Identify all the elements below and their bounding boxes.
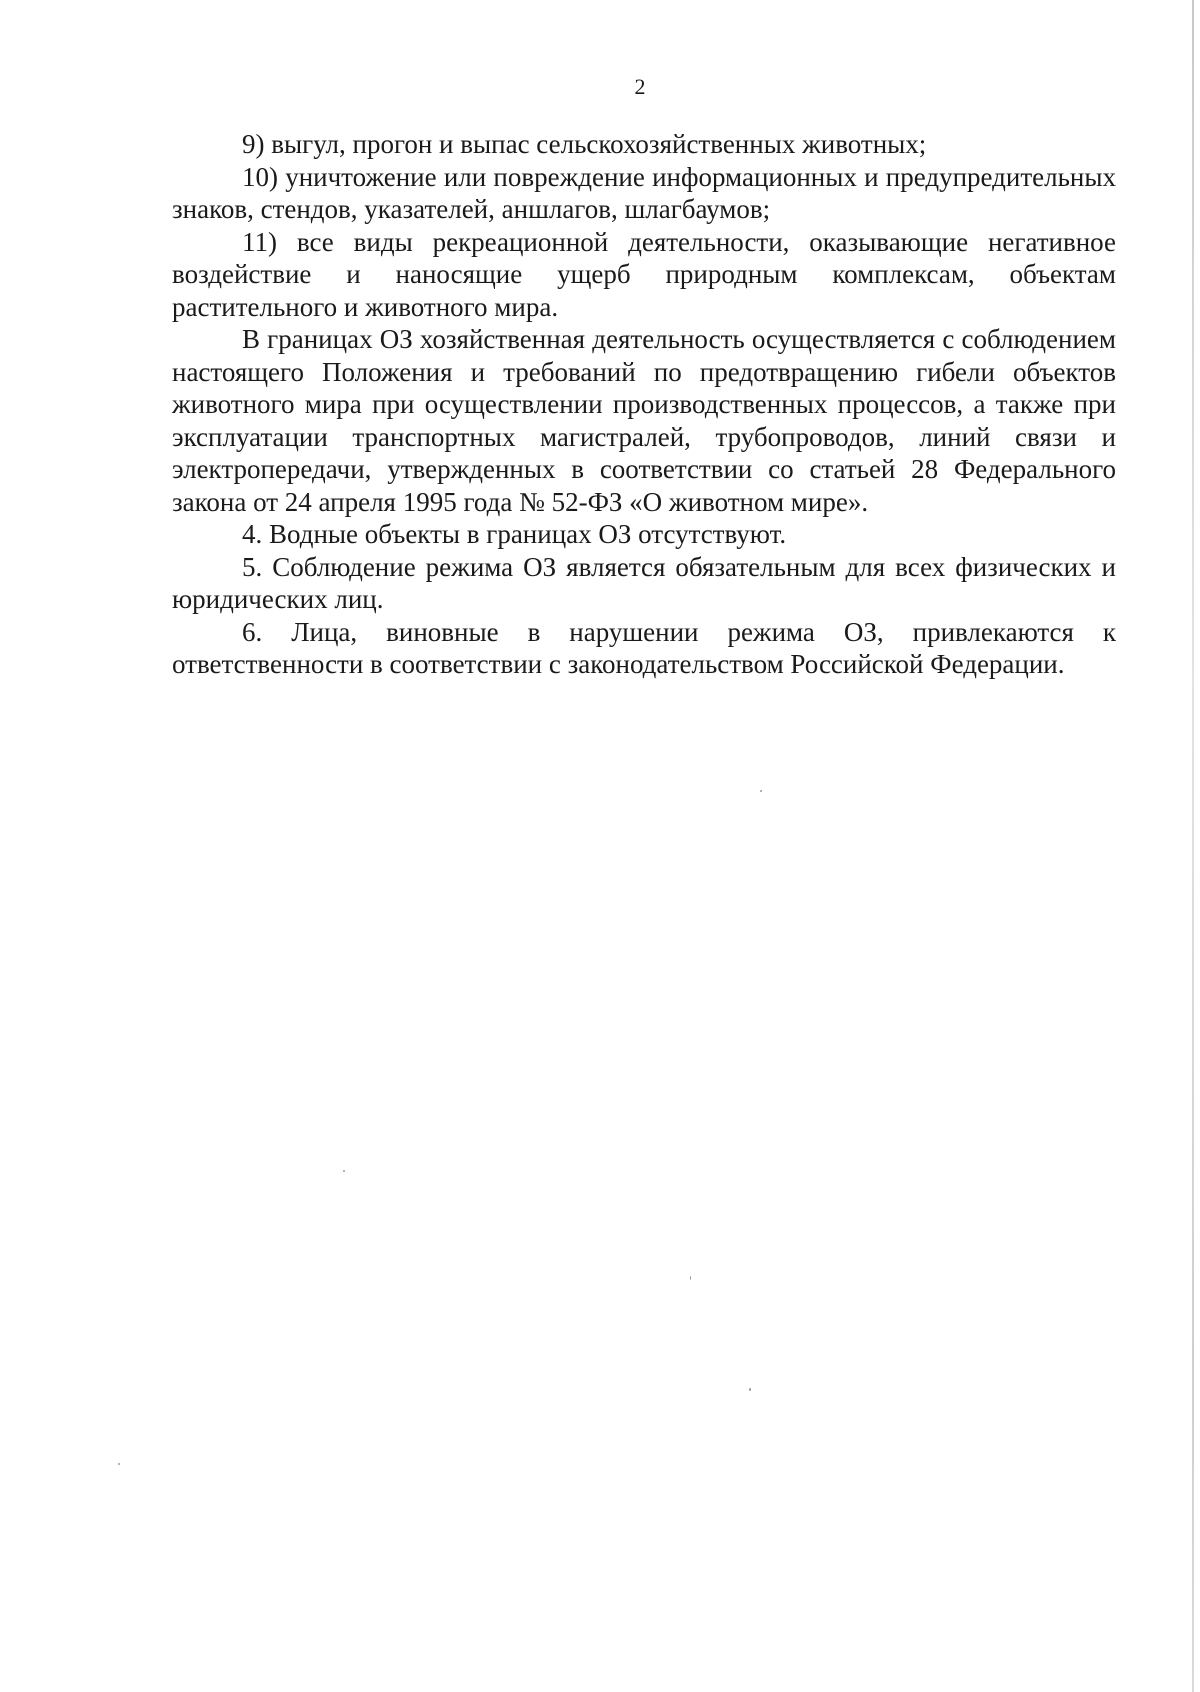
clause-5: 5. Соблюдение режима ОЗ является обязательным для всех физических и юридических лиц. — [172, 551, 1116, 614]
list-item-9: 9) выгул, прогон и выпас сельскохозяйственных животных; — [242, 129, 927, 159]
scan-speck — [118, 1463, 120, 1465]
scan-speck — [343, 1170, 345, 1172]
scan-speck — [749, 1388, 751, 1391]
list-item-10: 10) уничтожение или повреждение информационных и предупредительных знаков, стендов, указателей, аншлагов, шлагбаумов; — [172, 161, 1116, 224]
paragraph-economic-activity: В границах ОЗ хозяйственная деятельность осуществляется с соблюдением настоящего Положения и требований по предотвращению гибели объектов животного мира при осуществлении производственных процессов, а также при эксплуатации транспортных магистралей, трубопроводов, линий связи и электропередачи, утвержденных в соответствии со статьей 28 Федерального закона от 24 апреля 1995 года № 52-ФЗ «О животном мире». — [172, 324, 1116, 517]
clause-4: 4. Водные объекты в границах ОЗ отсутствуют. — [242, 519, 787, 549]
list-item-11: 11) все виды рекреационной деятельности, оказывающие негативное воздействие и наносящие ущерб природным комплексам, объектам растительного и животного мира. — [172, 226, 1116, 322]
document-body — [172, 128, 1116, 681]
page-number: 2 — [634, 74, 646, 99]
clause-6: 6. Лица, виновные в нарушении режима ОЗ, привлекаются к ответственности в соответствии с законодательством Российской Федерации. — [172, 616, 1116, 679]
scan-speck — [690, 1276, 691, 1280]
scan-speck — [760, 790, 762, 792]
scan-edge-line — [1192, 0, 1194, 1692]
